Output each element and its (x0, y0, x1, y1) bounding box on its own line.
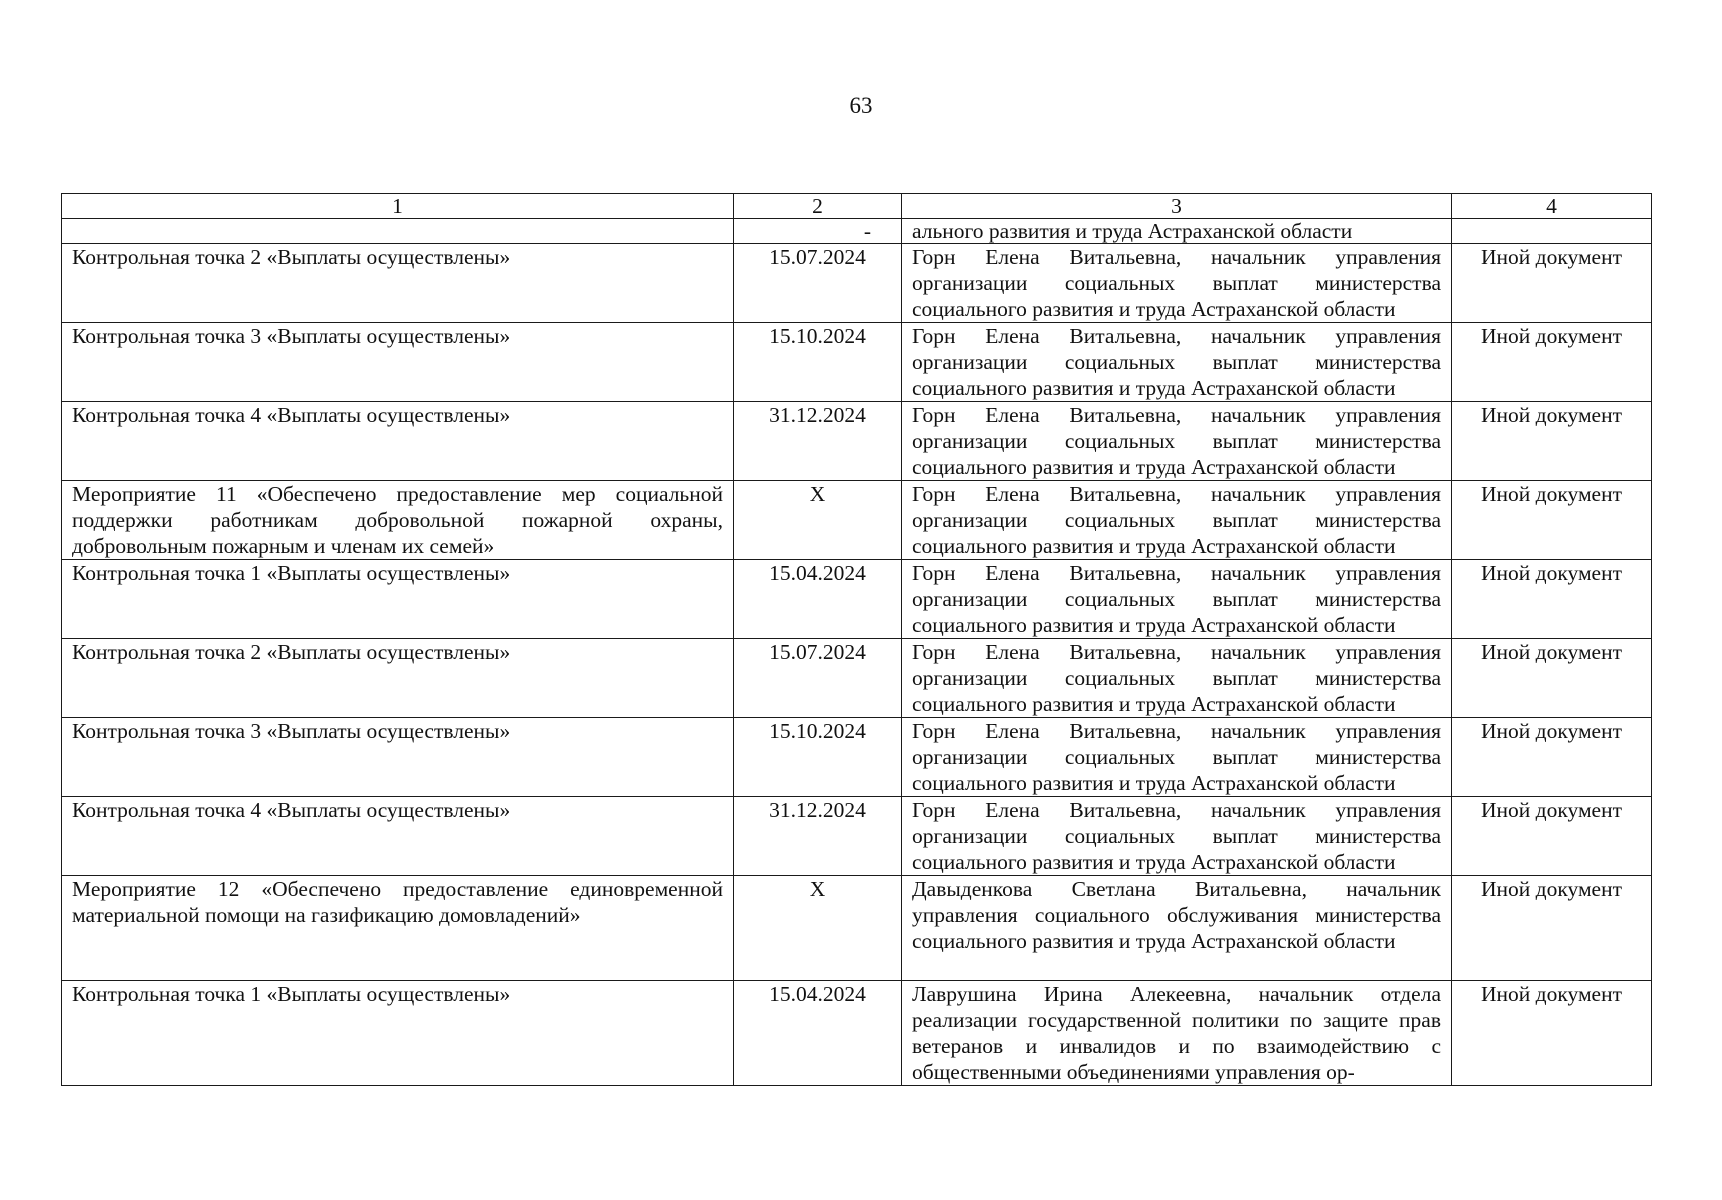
table-row (62, 402, 1652, 481)
cell-date: X (734, 481, 902, 560)
table-row (62, 244, 1652, 323)
table-row (62, 560, 1652, 639)
cell-date: X (734, 876, 902, 981)
cell-date: 15.04.2024 (734, 981, 902, 1086)
cell-name: Контрольная точка 2 «Выплаты осуществлены» (62, 244, 734, 323)
cell-document: Иной документ (1452, 402, 1652, 481)
cell-responsible: Горн Елена Витальевна, начальник управления организации социальных выплат министерства социального развития и труда Астраханской области (902, 481, 1452, 560)
cell-responsible: Горн Елена Витальевна, начальник управления организации социальных выплат министерства социального развития и труда Астраханской области (902, 402, 1452, 481)
cell-document: Иной документ (1452, 981, 1652, 1086)
cell-date: 31.12.2024 (734, 402, 902, 481)
table-row (62, 323, 1652, 402)
cell-name: Контрольная точка 3 «Выплаты осуществлены» (62, 718, 734, 797)
cell-name: Контрольная точка 2 «Выплаты осуществлены» (62, 639, 734, 718)
cell-document: Иной документ (1452, 481, 1652, 560)
cell-document: Иной документ (1452, 876, 1652, 981)
cell-document: Иной документ (1452, 323, 1652, 402)
cell-name: Мероприятие 11 «Обеспечено предоставление мер социальной поддержки работникам добровольной пожарной охраны, добровольным пожарным и членам их семей» (62, 481, 734, 560)
cell-responsible: ального развития и труда Астраханской области (902, 219, 1452, 244)
column-header-1: 1 (62, 194, 734, 219)
cell-name (62, 219, 734, 244)
cell-name: Мероприятие 12 «Обеспечено предоставление единовременной материальной помощи на газификацию домовладений» (62, 876, 734, 981)
table-row (62, 797, 1652, 876)
cell-name: Контрольная точка 4 «Выплаты осуществлены» (62, 797, 734, 876)
cell-date: 15.07.2024 (734, 244, 902, 323)
cell-responsible: Горн Елена Витальевна, начальник управления организации социальных выплат министерства социального развития и труда Астраханской области (902, 639, 1452, 718)
page-number: 63 (849, 93, 873, 118)
table-row (62, 718, 1652, 797)
cell-responsible: Лаврушина Ирина Алекеевна, начальник отдела реализации государственной политики по защите прав ветеранов и инвалидов и по взаимодействию с общественными объединениями управления ор- (902, 981, 1452, 1086)
cell-document: Иной документ (1452, 244, 1652, 323)
cell-date: 15.07.2024 (734, 639, 902, 718)
column-header-3: 3 (902, 194, 1452, 219)
cell-document: Иной документ (1452, 718, 1652, 797)
cell-name: Контрольная точка 3 «Выплаты осуществлены» (62, 323, 734, 402)
table-row (62, 481, 1652, 560)
cell-document: Иной документ (1452, 797, 1652, 876)
cell-date: 15.04.2024 (734, 560, 902, 639)
cell-date: 31.12.2024 (734, 797, 902, 876)
cell-responsible: Горн Елена Витальевна, начальник управления организации социальных выплат министерства социального развития и труда Астраханской области (902, 323, 1452, 402)
cell-responsible: Горн Елена Витальевна, начальник управления организации социальных выплат министерства социального развития и труда Астраханской области (902, 560, 1452, 639)
table-row-continuation (62, 219, 1652, 244)
cell-document: Иной документ (1452, 639, 1652, 718)
cell-responsible: Горн Елена Витальевна, начальник управления организации социальных выплат министерства социального развития и труда Астраханской области (902, 718, 1452, 797)
cell-responsible: Горн Елена Витальевна, начальник управления организации социальных выплат министерства социального развития и труда Астраханской области (902, 797, 1452, 876)
column-header-4: 4 (1452, 194, 1652, 219)
cell-responsible: Давыденкова Светлана Витальевна, начальник управления социального обслуживания министерства социального развития и труда Астраханской области (902, 876, 1452, 981)
cell-date: - (734, 219, 902, 244)
cell-document (1452, 219, 1652, 244)
table-row (62, 981, 1652, 1086)
column-header-2: 2 (734, 194, 902, 219)
cell-date: 15.10.2024 (734, 718, 902, 797)
table-row (62, 639, 1652, 718)
cell-date: 15.10.2024 (734, 323, 902, 402)
cell-name: Контрольная точка 4 «Выплаты осуществлены» (62, 402, 734, 481)
cell-responsible: Горн Елена Витальевна, начальник управления организации социальных выплат министерства социального развития и труда Астраханской области (902, 244, 1452, 323)
cell-document: Иной документ (1452, 560, 1652, 639)
cell-name: Контрольная точка 1 «Выплаты осуществлены» (62, 981, 734, 1086)
table-row (62, 876, 1652, 981)
table-header-row (62, 194, 1652, 219)
plan-table (61, 193, 1652, 1086)
cell-name: Контрольная точка 1 «Выплаты осуществлены» (62, 560, 734, 639)
